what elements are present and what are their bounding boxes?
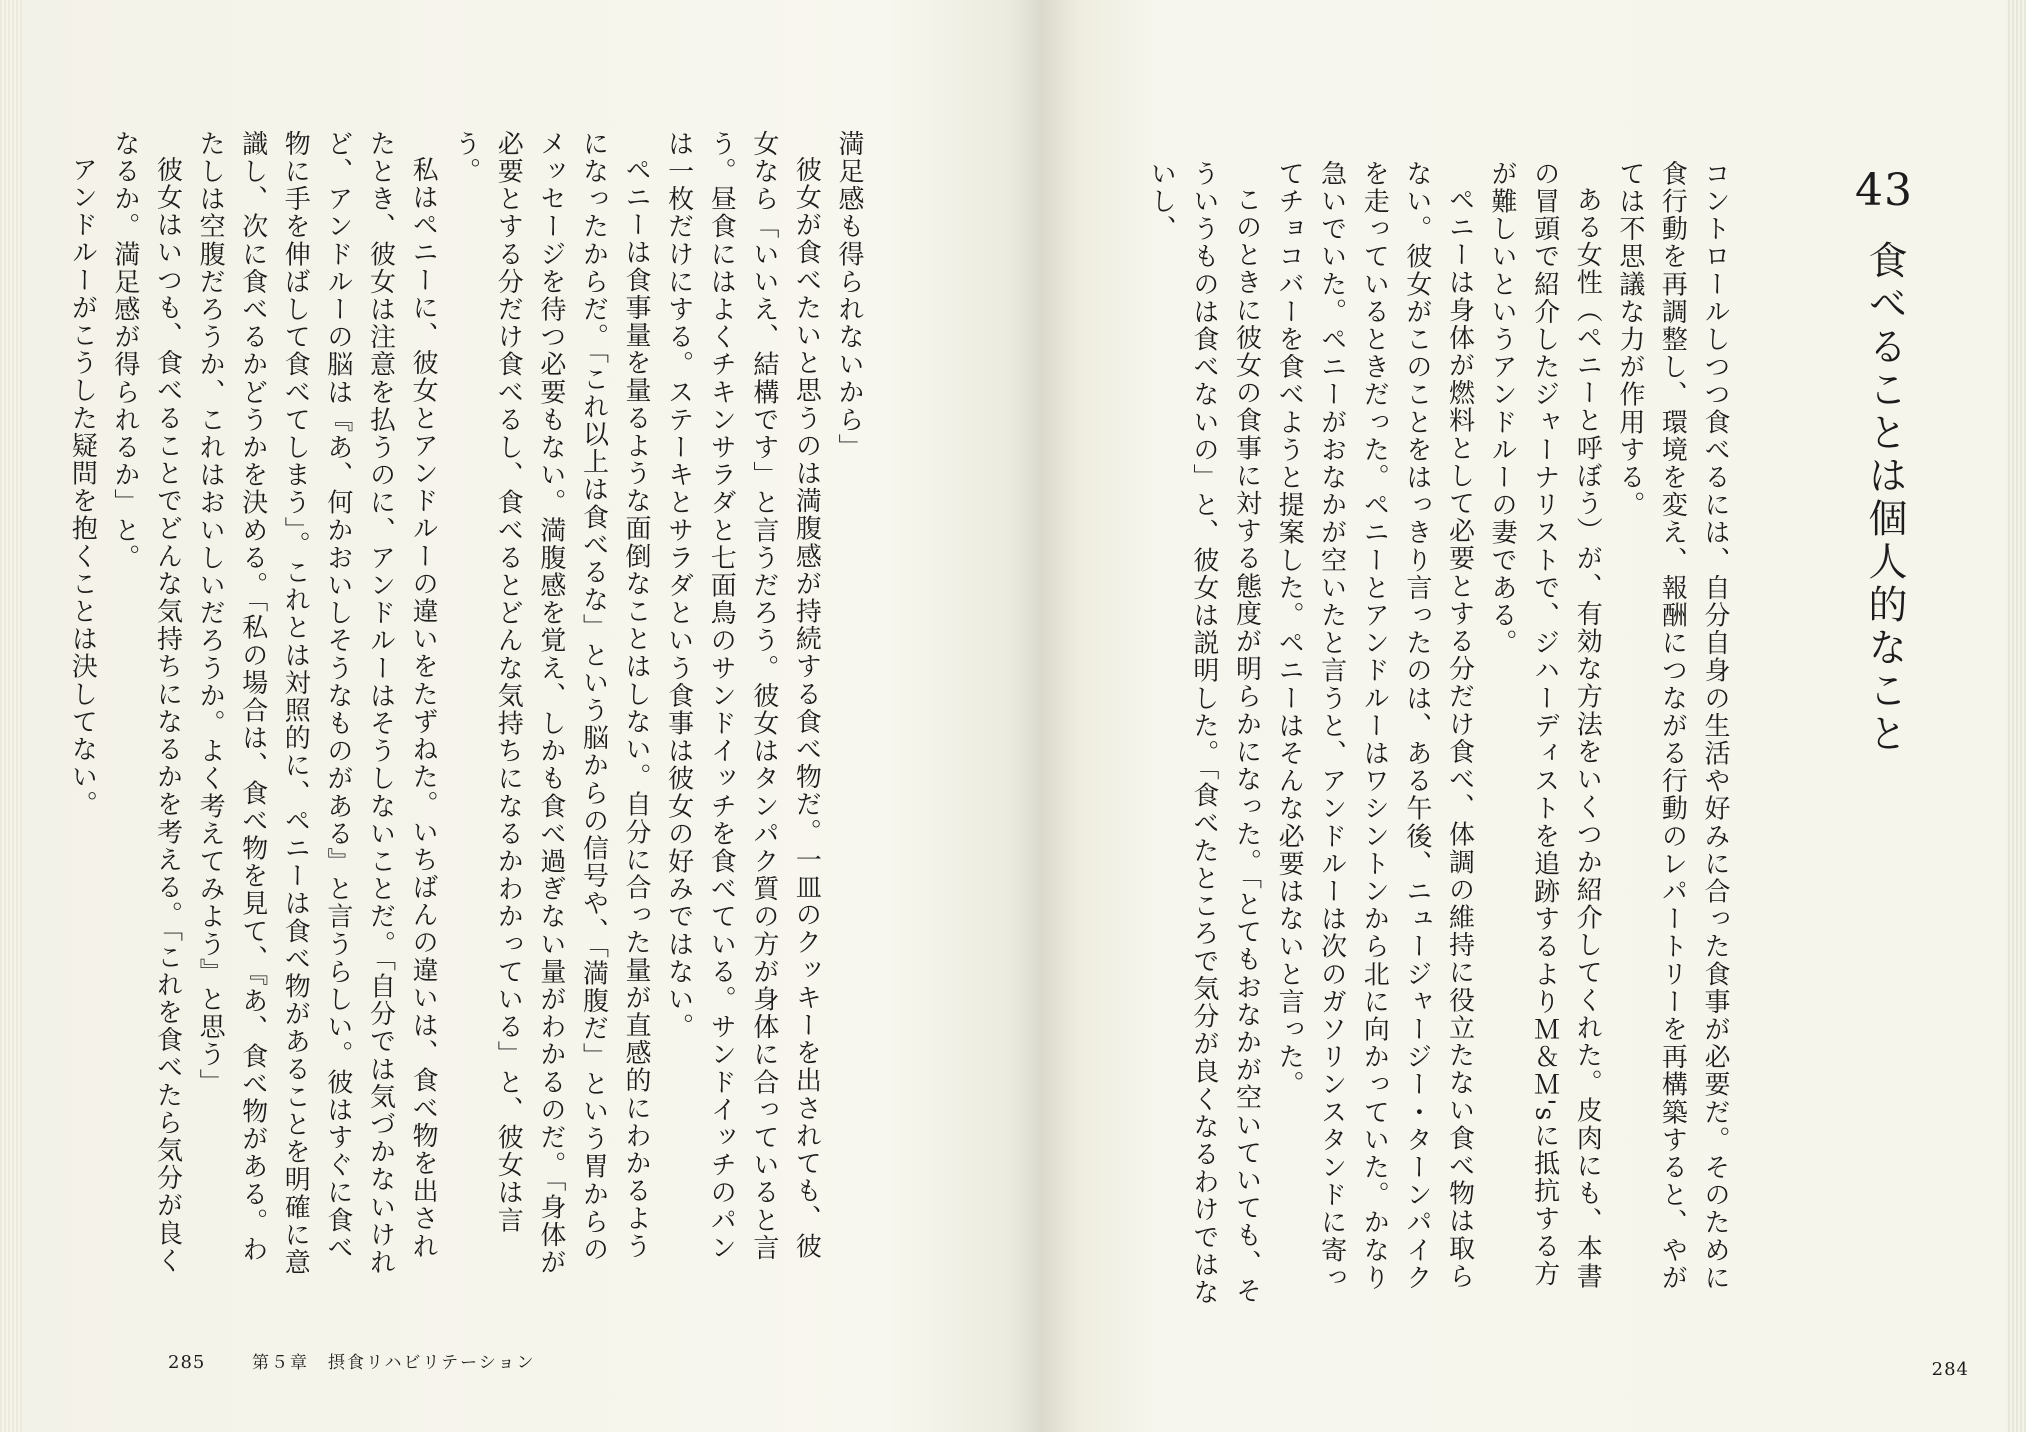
paragraph: ある女性（ペニーと呼ぼう）が、有効な方法をいくつか紹介してくれた。皮肉にも、本書の冒頭で紹介したジャーナリストで、ジハーディストを追跡するよりＭ＆Ｍ'sに抵抗する方が難しいというアンドルーの妻である。 [1487,160,1603,1290]
page-number: 285 [168,1352,206,1373]
paragraph: 彼女はいつも、食べることでどんな気持ちになるかを考える。「これを食べたら気分が良くなるか。満足感が得られるか」と。 [109,130,183,1275]
section-number: 43 [1855,165,1913,216]
left-page-body [61,130,870,1280]
right-page-body [1140,160,1736,1310]
right-page [1040,0,2026,1432]
running-head: 第５章 摂食リハビリテーション [252,1353,536,1373]
paragraph: 私はペニーに、彼女とアンドルーの違いをたずねた。いちばんの違いは、食べ物を出されたとき、彼女は注意を払うのに、アンドルーはそうしないことだ。「自分では気づかないけれど、アンドルーの脳は『あ、何かおいしそうなものがある』と言うらしい。彼はすぐに食べ物に手を伸ばして食べてしまう」。これとは対照的に、ペニーは食べ物があることを明確に意識し、次に食べるかどうかを決める。「私の場合は、食べ物を見て、『あ、食べ物がある。わたしは空腹だろうか、これはおいしいだろうか。よく考えてみよう』と思う」 [195,130,439,1277]
paragraph: ペニーは食事量を量るような面倒なことはしない。自分に合った量が直感的にわかるようになったからだ。「これ以上は食べるな」という脳からの信号や、「満腹だ」という胃からのメッセージを待つ必要もない。満腹感を覚え、しかも食べ過ぎない量がわかるのだ。「身体が必要とする分だけ食べるし、食べるとどんな気持ちになるかわかっている」と、彼女は言う。 [450,130,652,1277]
paragraph: コントロールしつつ食べるには、自分自身の生活や好みに合った食事が必要だ。そのために食行動を再調整し、環境を変え、報酬につながる行動のレパートリーを再構築すると、やがては不思議な力が作用する。 [1614,160,1730,1292]
paragraph: アンドルーがこうした疑問を抱くことは決してない。 [67,156,98,819]
paragraph: 彼女が食べたいと思うのは満腹感が持続する食べ物だ。一皿のクッキーを出されても、彼女なら「いいえ、結構です」と言うだろう。彼女はタンパク質の方が身体に合っていると言う。昼食にはよくチキンサラダと七面鳥のサンドイッチを食べている。サンドイッチのパンは一枚だけにする。ステーキとサラダという食事は彼女の好みではない。 [663,130,822,1262]
page-number: 284 [1931,1359,1969,1380]
paragraph: ペニーは身体が燃料として必要とする分だけ食べ、体調の維持に役立たない食べ物は取らない。彼女がこのことをはっきり言ったのは、ある午後、ニュージャージー・ターンパイクを走っているときだった。ペニーとアンドルーはワシントンから北に向かっていた。かなり急いでいた。ペニーがおなかが空いたと言うと、アンドルーは次のガソリンスタンドに寄ってチョコバーを食べようと提案した。ペニーはそんな必要はないと言った。 [1274,160,1475,1292]
paragraph: このときに彼女の食事に対する態度が明らかになった。「とてもおなかが空いていても、そういうものは食べないの」と、彼女は説明した。「食べたところで気分が良くなるわけではないし、 [1146,160,1262,1307]
section-title: 食べることは個人的なこと [1862,240,1907,756]
paragraph: 満足感も得られないから」 [834,130,864,462]
